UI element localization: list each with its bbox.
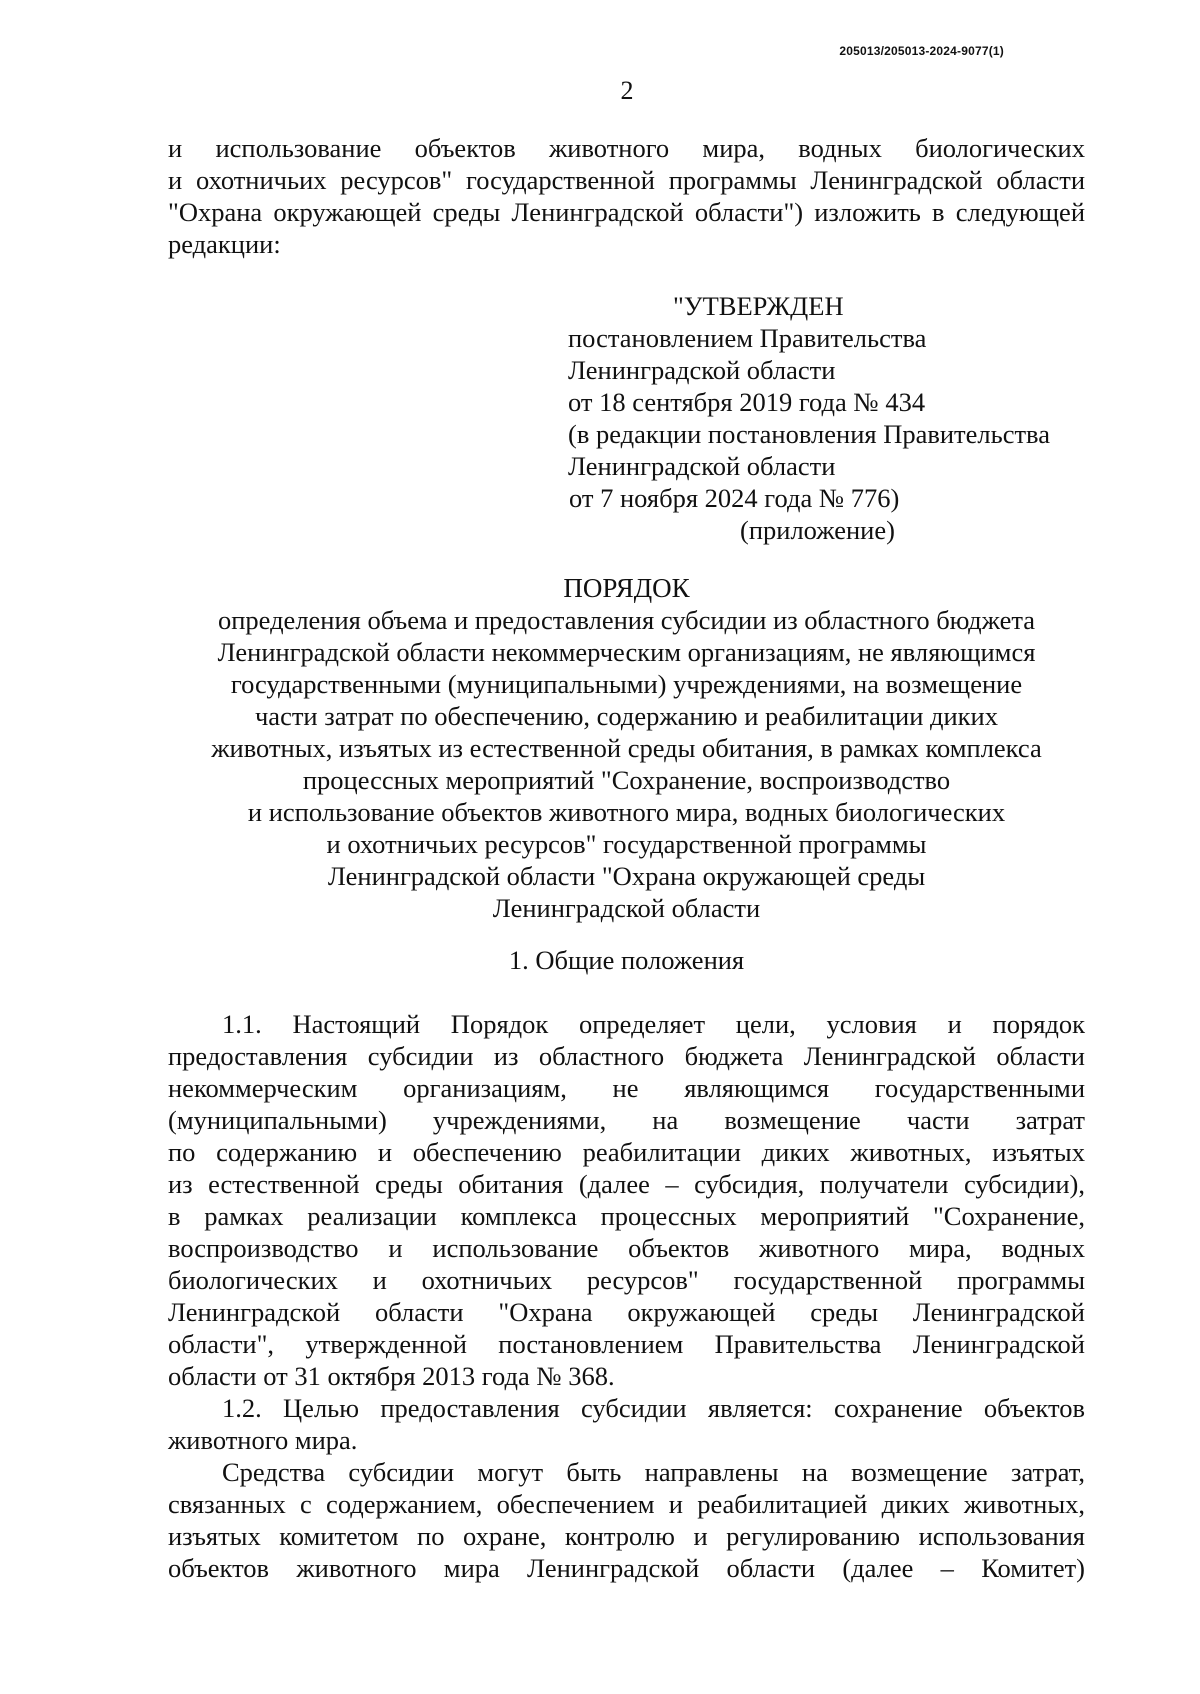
text-line: воспроизводство и использование объектов животного мира, водных xyxy=(168,1233,1085,1263)
text-line: изъятых комитетом по охране, контролю и регулированию использования xyxy=(168,1521,1085,1551)
text-line: редакции: xyxy=(168,229,281,259)
page-number: 2 xyxy=(620,76,634,105)
document-heading xyxy=(168,572,1085,924)
heading-line: животных, изъятых из естественной среды обитания, в рамках комплекса xyxy=(211,733,1042,763)
heading-line: части затрат по обеспечению, содержанию и реабилитации диких xyxy=(254,701,998,731)
heading-line: и охотничьих ресурсов" государственной программы xyxy=(326,829,927,859)
text-line: и использование объектов животного мира, водных биологических xyxy=(168,133,1085,163)
approval-line: от 18 сентября 2019 года № 434 xyxy=(568,387,926,417)
heading-line: определения объема и предоставления субсидии из областного бюджета xyxy=(217,605,1036,635)
text-line: некоммерческим организациям, не являющимся государственными xyxy=(168,1073,1085,1103)
approval-line: Ленинградской области xyxy=(568,355,836,385)
text-line: и охотничьих ресурсов" государственной программы Ленинградской области xyxy=(168,165,1085,195)
text-line: биологических и охотничьих ресурсов" государственной программы xyxy=(168,1265,1085,1295)
heading-line: процессных мероприятий "Сохранение, воспроизводство xyxy=(302,765,951,795)
heading-line: и использование объектов животного мира, водных биологических xyxy=(247,797,1006,827)
text-line: (муниципальными) учреждениями, на возмещение части затрат xyxy=(168,1105,1085,1135)
heading-line: Ленинградской области некоммерческим организациям, не являющимся xyxy=(217,637,1036,667)
document-title: ПОРЯДОК xyxy=(563,573,690,603)
text-line: "Охрана окружающей среды Ленинградской области") изложить в следующей xyxy=(168,197,1085,227)
approval-line: постановлением Правительства xyxy=(568,323,927,353)
text-line: предоставления субсидии из областного бюджета Ленинградской области xyxy=(168,1041,1085,1071)
heading-line: Ленинградской области xyxy=(492,893,761,923)
text-line: области", утвержденной постановлением Правительства Ленинградской xyxy=(168,1329,1085,1359)
text-line: в рамках реализации комплекса процессных мероприятий "Сохранение, xyxy=(168,1201,1085,1231)
text-line: 1.2. Целью предоставления субсидии является: сохранение объектов xyxy=(222,1393,1085,1423)
approval-stamp-block xyxy=(568,290,1088,546)
body-text xyxy=(168,1008,1085,1584)
approval-line: от 7 ноября 2024 года № 776) xyxy=(569,483,900,513)
text-line: области от 31 октября 2013 года № 368. xyxy=(168,1361,615,1391)
text-line: из естественной среды обитания (далее – субсидия, получатели субсидии), xyxy=(168,1169,1085,1199)
approval-line: Ленинградской области xyxy=(568,451,836,481)
text-line: животного мира. xyxy=(168,1425,358,1455)
text-line: Ленинградской области "Охрана окружающей среды Ленинградской xyxy=(168,1297,1085,1327)
intro-paragraph xyxy=(168,132,1085,260)
text-line: Средства субсидии могут быть направлены на возмещение затрат, xyxy=(222,1457,1085,1487)
heading-line: государственными (муниципальными) учреждениями, на возмещение xyxy=(230,669,1023,699)
approval-heading: "УТВЕРЖДЕН xyxy=(673,291,844,321)
approval-line: (в редакции постановления Правительства xyxy=(568,419,1050,449)
text-line: по содержанию и обеспечению реабилитации диких животных, изъятых xyxy=(168,1137,1085,1167)
approval-appendix: (приложение) xyxy=(740,515,895,545)
section-heading: 1. Общие положения xyxy=(508,945,745,975)
text-line: 1.1. Настоящий Порядок определяет цели, условия и порядок xyxy=(222,1009,1085,1039)
text-line: связанных с содержанием, обеспечением и реабилитацией диких животных, xyxy=(168,1489,1085,1519)
heading-line: Ленинградской области "Охрана окружающей среды xyxy=(327,861,926,891)
text-line: объектов животного мира Ленинградской области (далее – Комитет) xyxy=(168,1553,1085,1583)
document-number: 205013/205013-2024-9077(1) xyxy=(839,44,1004,58)
